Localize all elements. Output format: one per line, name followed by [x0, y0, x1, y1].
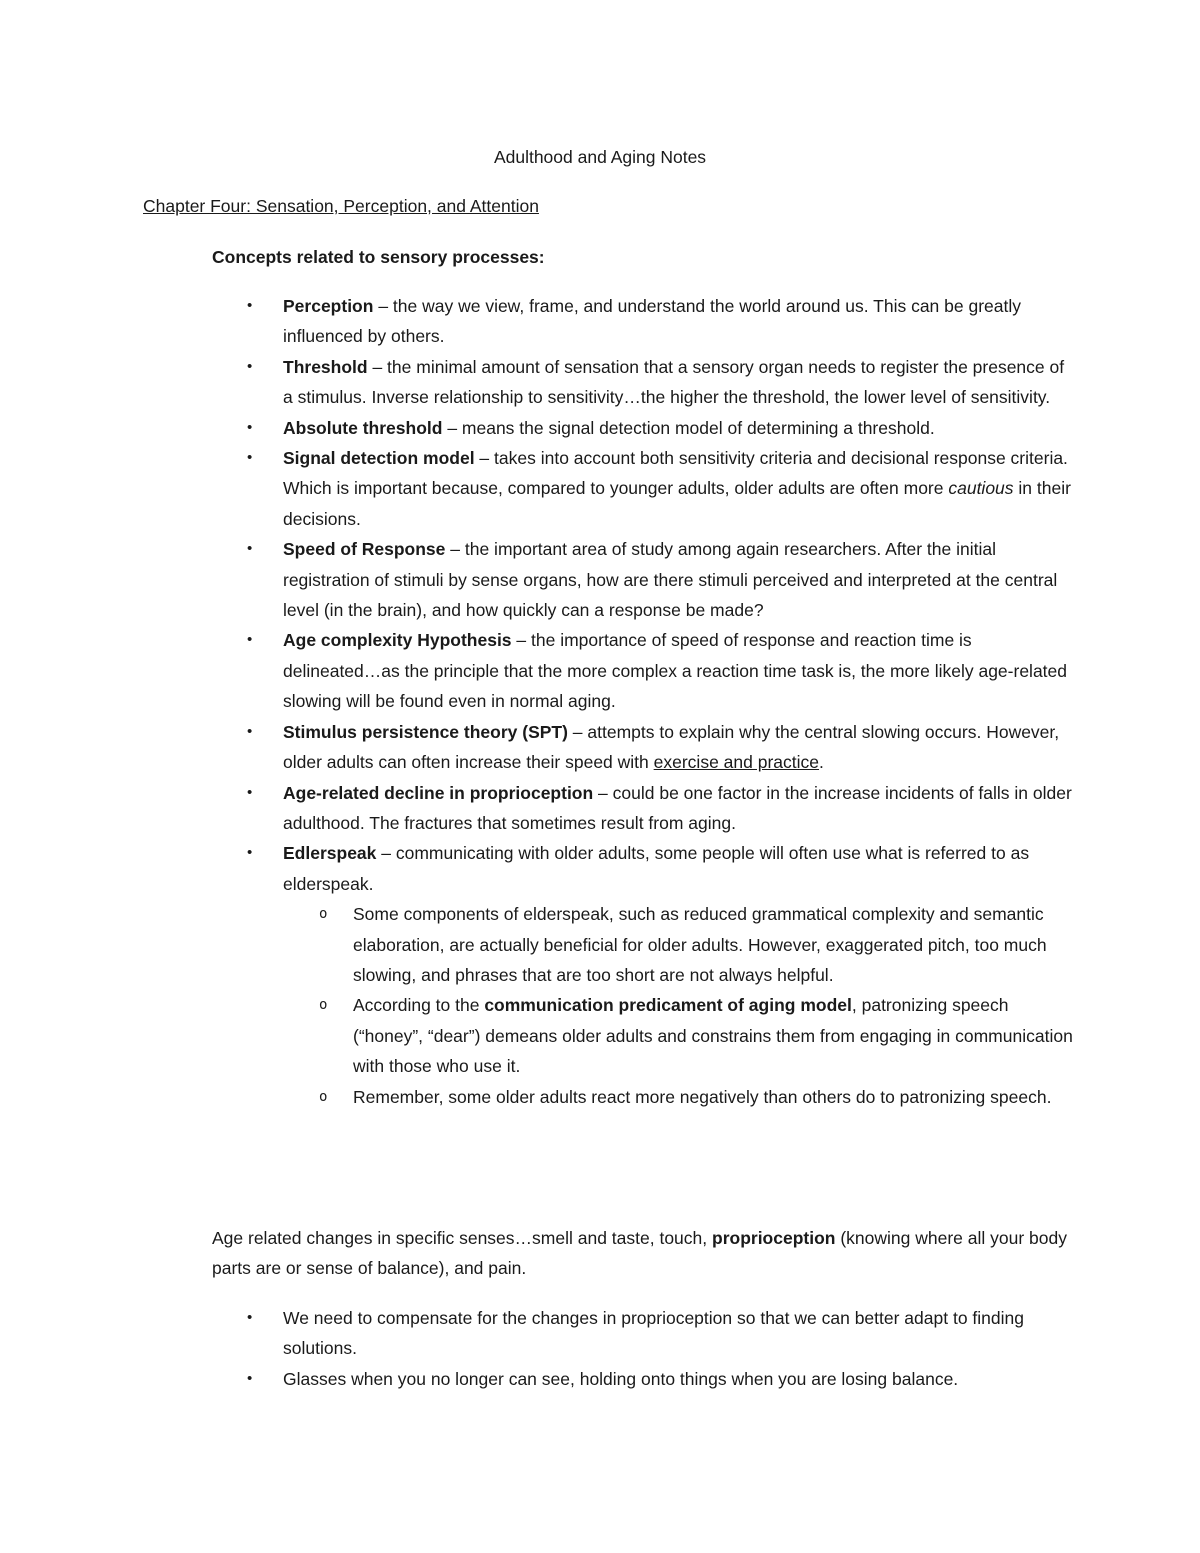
- bullet-icon: •: [247, 418, 253, 436]
- term: Threshold: [283, 356, 368, 377]
- elderspeak-sublist: [319, 899, 1073, 1112]
- definition: – attempts to explain why the central slowing occurs. However, older adults can often increase their speed with: [283, 721, 1060, 773]
- circle-bullet-icon: o: [319, 906, 328, 923]
- term: Speed of Response: [283, 539, 446, 560]
- circle-bullet-icon: o: [319, 997, 328, 1014]
- bullet-icon: •: [247, 783, 253, 801]
- term: Signal detection model: [283, 448, 475, 469]
- sub-list-item: [319, 990, 1073, 1081]
- list-item: [247, 1303, 1073, 1364]
- sub-item-text: Remember, some older adults react more negatively than others do to patronizing speech.: [353, 1086, 1052, 1107]
- sub-item-text-end: , patronizing speech (“honey”, “dear”) demeans older adults and constrains them from engaging in communication with those who use it.: [353, 995, 1073, 1077]
- bold-term: proprioception: [712, 1228, 836, 1248]
- definition: – the important area of study among again researchers. After the initial registration of stimuli by sense organs, how are there stimuli perceived and interpreted at the central level (in the brain), and how quickly can a response be made?: [283, 539, 1058, 621]
- definition: – communicating with older adults, some people will often use what is referred to as elderspeak.: [283, 843, 1030, 894]
- underlined-phrase: exercise and practice: [653, 752, 820, 773]
- term: Perception: [283, 296, 374, 316]
- definition: – the way we view, frame, and understand the world around us. This can be greatly influenced by others.: [283, 296, 1021, 347]
- definition-end: in their decisions.: [283, 478, 1071, 529]
- list-item: [247, 534, 1073, 625]
- adaptation-list: [247, 1303, 1073, 1394]
- term: Absolute threshold: [283, 417, 443, 438]
- term: Age-related decline in proprioception: [283, 782, 594, 803]
- sub-item-text: According to the: [353, 995, 485, 1016]
- bullet-icon: •: [247, 722, 253, 740]
- bullet-icon: •: [247, 1309, 253, 1326]
- list-item: [247, 717, 1073, 778]
- sub-item-text: Some components of elderspeak, such as reduced grammatical complexity and semantic elaboration, are actually beneficial for older adults. However, exaggerated pitch, too much slowing, and phrases that are too short are not always helpful.: [353, 904, 1047, 985]
- bullet-icon: •: [247, 297, 253, 314]
- circle-bullet-icon: o: [319, 1088, 328, 1105]
- document-title: Adulthood and Aging Notes: [493, 147, 707, 167]
- concepts-list: [247, 291, 1073, 1112]
- paragraph-text-end: (knowing where all your body parts are or sense of balance), and pain.: [212, 1228, 1067, 1279]
- term: Stimulus persistence theory (SPT): [283, 721, 568, 742]
- senses-paragraph: [212, 1223, 1072, 1284]
- sub-list-item: [319, 899, 1073, 990]
- list-item: [247, 838, 1073, 1112]
- definition: – could be one factor in the increase incidents of falls in older adulthood. The fractures that sometimes result from aging.: [283, 782, 1072, 833]
- list-item: [247, 778, 1073, 839]
- sub-list-item: [319, 1082, 1073, 1112]
- definition: – takes into account both sensitivity criteria and decisional response criteria. Which is important because, compared to younger adults, older adults are often more: [283, 448, 1068, 499]
- italic-emphasis: cautious: [948, 478, 1014, 499]
- section-heading: Concepts related to sensory processes:: [212, 247, 545, 267]
- bullet-icon: •: [247, 844, 253, 862]
- chapter-heading: Chapter Four: Sensation, Perception, and Attention: [143, 196, 539, 216]
- list-item: [247, 413, 1073, 443]
- bullet-icon: •: [247, 631, 253, 649]
- bullet-icon: •: [247, 357, 253, 375]
- list-item: [247, 443, 1073, 534]
- list-item: [247, 352, 1073, 413]
- definition: – the minimal amount of sensation that a sensory organ needs to register the presence of a stimulus. Inverse relationship to sensitivity…the higher the threshold, the lower level of sensitivity.: [283, 356, 1065, 408]
- bold-term: communication predicament of aging model: [484, 995, 852, 1016]
- paragraph-text: Age related changes in specific senses…smell and taste, touch,: [212, 1228, 712, 1248]
- bullet-icon: •: [247, 1369, 253, 1387]
- item-text: We need to compensate for the changes in proprioception so that we can better adapt to finding solutions.: [283, 1308, 1024, 1359]
- definition: – means the signal detection model of determining a threshold.: [442, 417, 935, 438]
- item-text: Glasses when you no longer can see, holding onto things when you are losing balance.: [283, 1368, 959, 1389]
- bullet-icon: •: [247, 449, 253, 467]
- definition-end: .: [819, 752, 824, 773]
- bullet-icon: •: [247, 540, 253, 558]
- definition: – the importance of speed of response and reaction time is delineated…as the principle that the more complex a reaction time task is, the more likely age-related slowing will be found even in normal aging.: [283, 630, 1068, 712]
- list-item: [247, 625, 1073, 716]
- list-item: [247, 291, 1073, 352]
- term: Age complexity Hypothesis: [283, 630, 512, 651]
- term: Edlerspeak: [283, 843, 377, 864]
- list-item: [247, 1364, 1073, 1394]
